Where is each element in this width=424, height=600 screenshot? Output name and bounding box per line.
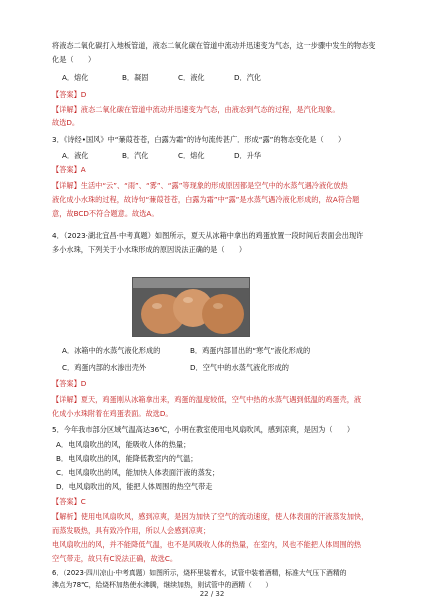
q5-option-d: D．电风扇吹出的风，能把人体周围的热空气带走: [56, 482, 213, 491]
q5-answer: 【答案】C: [52, 497, 86, 506]
q2-stem-line1: 将液态二氧化碳打入地板管道，液态二氧化碳在管道中流动并迅速变为气态，这一步骤中发生的物态变: [52, 41, 376, 50]
q4-answer: 【答案】D: [52, 379, 87, 388]
eggs-photo: [132, 277, 250, 337]
q4-stem-line1: 4．（2023·湖北宜昌·中考真题）如图所示，夏天从冰箱中拿出的鸡蛋放置一段时间后表面会出现许: [52, 231, 364, 240]
q5-stem: 5．今年我市部分区域气温高达36℃，小明在教室使用电风扇吹风，感到凉爽，是因为（ ）: [52, 425, 355, 434]
q5-detail-line2: 而蒸发吸热，具有致冷作用，所以人会感到凉爽；: [52, 526, 211, 535]
q3-option-c: C．熔化: [178, 151, 205, 160]
q2-detail-line1: 【详解】液态二氧化碳在管道中流动并迅速变为气态，由液态到气态的过程，是汽化现象。: [52, 105, 340, 114]
q2-answer: 【答案】D: [52, 90, 87, 99]
q2-option-b: B．凝固: [122, 73, 149, 82]
q5-option-b: B．电风扇吹出的风，能降低教室内的气温；: [56, 454, 198, 463]
q5-detail-line4: 空气带走，故只有C说法正确，故选C。: [52, 554, 178, 563]
q4-stem-line2: 多小水珠，下列关于小水珠形成的原因说法正确的是（ ）: [52, 245, 247, 254]
q3-detail-line2: 液化成小水珠的过程，故诗句“蒹葭苍苍，白露为霜”中“露”是水蒸气遇冷液化形成的，故A符合题: [52, 195, 360, 204]
page-number: 22 / 32: [199, 590, 225, 598]
q2-option-c: C．液化: [178, 73, 205, 82]
q4-option-b: B．鸡蛋内部冒出的“寒气”液化形成的: [190, 346, 311, 355]
q2-stem-line2: 化是（ ）: [52, 55, 96, 64]
q3-option-a: A．液化: [62, 151, 89, 160]
q3-option-b: B．汽化: [122, 151, 149, 160]
q4-option-a: A．冰箱中的水蒸气液化形成的: [62, 346, 161, 355]
q4-detail-line2: 化成小水珠附着在鸡蛋表面。故选D。: [52, 409, 173, 418]
q6-stem-line2: 沸点为78℃，给烧杯加热使水沸腾，继续加热，则试管中的酒精（ ）: [52, 581, 273, 589]
q5-option-c: C．电风扇吹出的风，能加快人体表面汗液的蒸发；: [56, 468, 220, 477]
q5-detail-line1: 【解析】使用电风扇吹风，感到凉爽，是因为加快了空气的流动速度，使人体表面的汗液蒸发加快，: [52, 512, 369, 521]
q2-detail-line2: 故选D。: [52, 118, 80, 127]
q5-option-a: A．电风扇吹出的风，能吸收人体的热量；: [56, 440, 191, 449]
q6-stem-line1: 6．（2023·四川凉山·中考真题）如图所示，烧杯里装着水，试管中装着酒精，标准大气压下酒精的: [52, 569, 347, 577]
q4-detail-line1: 【详解】夏天，鸡蛋刚从冰箱拿出来，鸡蛋的温度较低，空气中热的水蒸气遇到低温的鸡蛋壳，液: [52, 395, 362, 404]
q5-detail-line3: 电风扇吹出的风，并不能降低气温，也不是风吸收人体的热量，在室内，风也不能把人体周围的热: [52, 540, 362, 549]
q3-detail-line1: 【详解】生活中“云”、“雨”、“雾”、“露”等现象的形成原因都是空气中的水蒸气遇冷液化放热: [52, 181, 348, 190]
eggs-illustration: [133, 278, 249, 336]
q4-option-d: D．空气中的水蒸气液化形成的: [190, 363, 289, 372]
q3-option-d: D．升华: [234, 151, 262, 160]
q3-answer: 【答案】A: [52, 165, 86, 174]
q2-option-a: A．熔化: [62, 73, 89, 82]
q3-detail-line3: 意，故BCD不符合题意。故选A。: [52, 209, 159, 218]
q2-option-d: D．汽化: [234, 73, 262, 82]
q3-stem: 3．《诗经•国风》中“蒹葭苍苍，白露为霜”的诗句流传甚广．形成“露”的物态变化是（ ）: [52, 135, 346, 144]
q4-option-c: C．鸡蛋内部的水渗出壳外: [62, 363, 147, 372]
